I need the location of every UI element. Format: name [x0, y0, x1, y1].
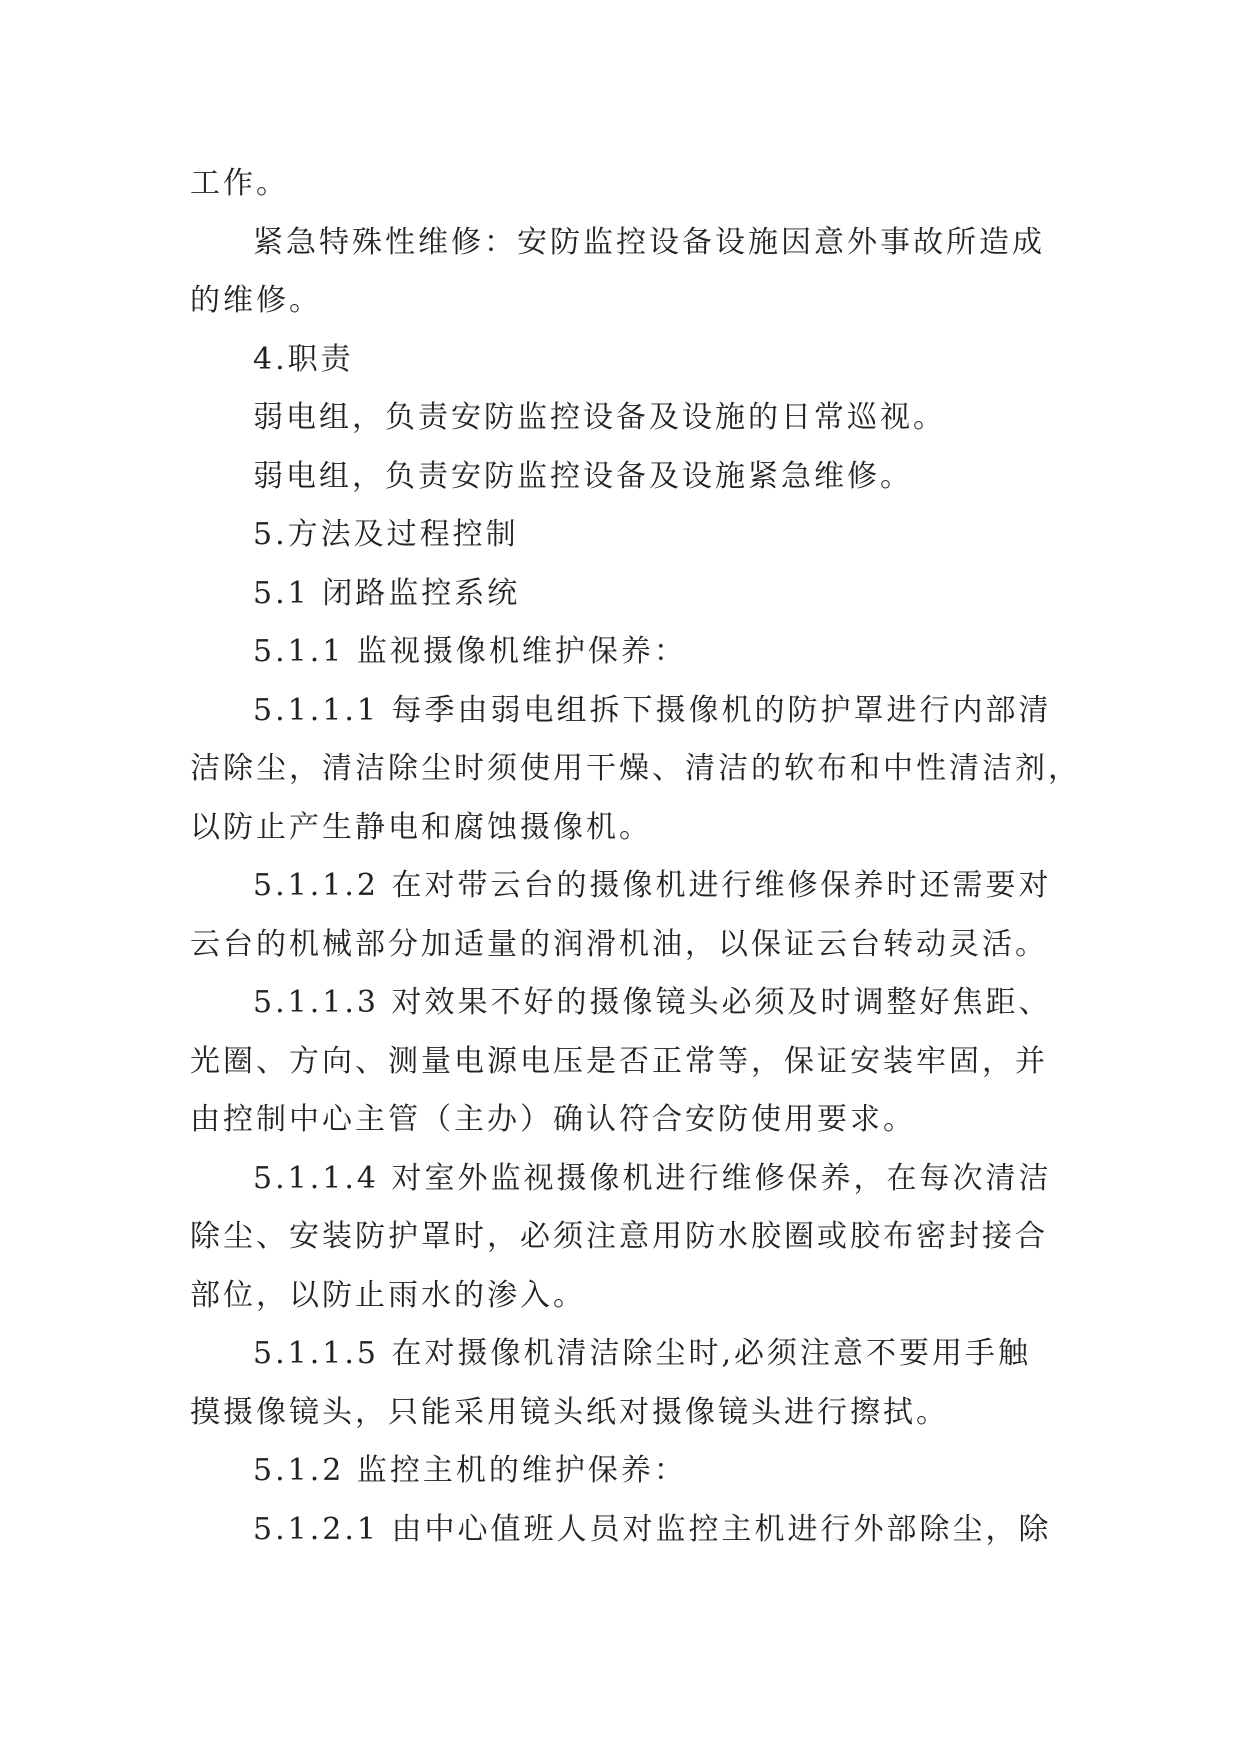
- text-line: 云台的机械部分加适量的润滑机油，以保证云台转动灵活。: [190, 926, 1048, 962]
- text-line: 5.1.1.4 对室外监视摄像机进行维修保养，在每次清洁: [253, 1160, 1052, 1196]
- section-heading: 5.1.2 监控主机的维护保养：: [253, 1453, 687, 1488]
- text-line: 5.1.1.3 对效果不好的摄像镜头必须及时调整好焦距、: [253, 985, 1052, 1020]
- text-line: 除尘、安装防护罩时，必须注意用防水胶圈或胶布密封接合: [190, 1219, 1048, 1254]
- section-heading: 5.1 闭路监控系统: [253, 575, 521, 611]
- text-line: 5.1.1.1 每季由弱电组拆下摄像机的防护罩进行内部清: [253, 692, 1052, 728]
- document-body: [190, 155, 1081, 1559]
- text-line: 摸摄像镜头，只能采用镜头纸对摄像镜头进行擦拭。: [190, 1394, 949, 1430]
- text-line: 由控制中心主管（主办）确认符合安防使用要求。: [190, 1102, 916, 1137]
- text-line: 弱电组，负责安防监控设备及设施紧急维修。: [253, 458, 913, 494]
- text-line: 紧急特殊性维修：安防监控设备设施因意外事故所造成: [253, 224, 1045, 260]
- text-line: 以防止产生静电和腐蚀摄像机。: [190, 809, 652, 845]
- section-heading: 4.职责: [253, 341, 354, 377]
- text-line: 洁除尘，清洁除尘时须使用干燥、清洁的软布和中性清洁剂，: [190, 751, 1081, 786]
- section-heading: 5.方法及过程控制: [253, 517, 519, 552]
- text-line: 5.1.1.2 在对带云台的摄像机进行维修保养时还需要对: [253, 868, 1052, 903]
- text-line: 部位，以防止雨水的渗入。: [190, 1277, 586, 1313]
- text-line: 弱电组，负责安防监控设备及设施的日常巡视。: [253, 400, 946, 435]
- text-line: 5.1.2.1 由中心值班人员对监控主机进行外部除尘，除: [253, 1511, 1052, 1547]
- section-heading: 5.1.1 监视摄像机维护保养：: [253, 634, 687, 669]
- text-line: 的维修。: [190, 283, 322, 318]
- text-line: 光圈、方向、测量电源电压是否正常等，保证安装牢固，并: [190, 1043, 1048, 1079]
- text-line: 5.1.1.5 在对摄像机清洁除尘时,必须注意不要用手触: [253, 1336, 1032, 1371]
- text-line: 工作。: [190, 166, 289, 201]
